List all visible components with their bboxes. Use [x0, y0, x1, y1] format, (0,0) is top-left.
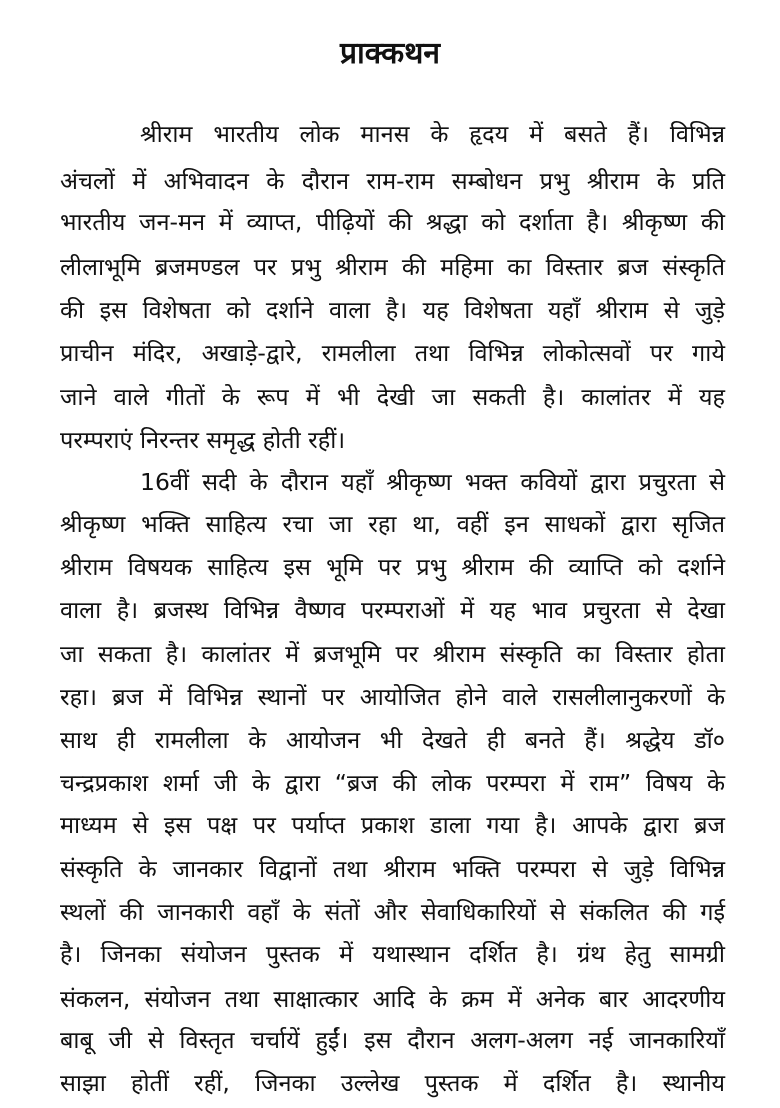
- page-title: प्राक्कथन: [339, 36, 441, 71]
- paragraph-1-line-3: भारतीय जन-मन में व्याप्त, पीढ़ियों की श्रद्धा को दर्शाता है। श्रीकृष्ण की: [60, 208, 725, 236]
- paragraph-2-line-12: है। जिनका संयोजन पुस्तक में यथास्थान दर्शित है। ग्रंथ हेतु सामग्री: [60, 940, 725, 968]
- paragraph-1-line-6: प्राचीन मंदिर, अखाड़े-द्वारे, रामलीला तथा विभिन्न लोकोत्सवों पर गाये: [60, 339, 725, 367]
- paragraph-2-line-11: स्थलों की जानकारी वहाँ के संतों और सेवाधिकारियों से संकलित की गई: [60, 898, 725, 926]
- paragraph-1-line-7: जाने वाले गीतों के रूप में भी देखी जा सकती है। कालांतर में यह: [60, 383, 725, 411]
- paragraph-1-line-8: परम्पराएं निरन्तर समृद्ध होती रहीं।: [60, 426, 346, 454]
- paragraph-2-line-9: माध्यम से इस पक्ष पर पर्याप्त प्रकाश डाला गया है। आपके द्वारा ब्रज: [60, 811, 725, 839]
- paragraph-2-line-3: श्रीराम विषयक साहित्य इस भूमि पर प्रभु श्रीराम की व्याप्ति को दर्शाने: [60, 553, 725, 581]
- paragraph-1-line-2: अंचलों में अभिवादन के दौरान राम-राम सम्बोधन प्रभु श्रीराम के प्रति: [60, 167, 725, 195]
- paragraph-2-line-5: जा सकता है। कालांतर में ब्रजभूमि पर श्रीराम संस्कृति का विस्तार होता: [60, 640, 725, 668]
- paragraph-2-line-1: 16वीं सदी के दौरान यहाँ श्रीकृष्ण भक्त कवियों द्वारा प्रचुरता से: [140, 468, 725, 496]
- paragraph-2-line-2: श्रीकृष्ण भक्ति साहित्य रचा जा रहा था, वहीं इन साधकों द्वारा सृजित: [60, 510, 725, 538]
- paragraph-2-line-14: बाबू जी से विस्तृत चर्चायें हुईं। इस दौरान अलग-अलग नई जानकारियाँ: [60, 1026, 725, 1054]
- paragraph-2-line-10: संस्कृति के जानकार विद्वानों तथा श्रीराम भक्ति परम्परा से जुड़े विभिन्न: [60, 855, 725, 883]
- paragraph-1-line-4: लीलाभूमि ब्रजमण्डल पर प्रभु श्रीराम की महिमा का विस्तार ब्रज संस्कृति: [60, 253, 725, 281]
- paragraph-1-line-1: श्रीराम भारतीय लोक मानस के हृदय में बसते हैं। विभिन्न: [140, 120, 725, 148]
- paragraph-2-line-4: वाला है। ब्रजस्थ विभिन्न वैष्णव परम्पराओं में यह भाव प्रचुरता से देखा: [60, 596, 725, 624]
- paragraph-2-line-8: चन्द्रप्रकाश शर्मा जी के द्वारा “ब्रज की लोक परम्परा में राम” विषय के: [60, 769, 725, 797]
- paragraph-2-line-13: संकलन, संयोजन तथा साक्षात्कार आदि के क्रम में अनेक बार आदरणीय: [60, 985, 725, 1013]
- paragraph-1-line-5: की इस विशेषता को दर्शाने वाला है। यह विशेषता यहाँ श्रीराम से जुड़े: [60, 296, 725, 324]
- paragraph-2-line-15: साझा होतीं रहीं, जिनका उल्लेख पुस्तक में दर्शित है। स्थानीय: [60, 1069, 725, 1097]
- paragraph-2-line-7: साथ ही रामलीला के आयोजन भी देखते ही बनते हैं। श्रद्धेय डॉ०: [60, 726, 725, 754]
- paragraph-2-line-6: रहा। ब्रज में विभिन्न स्थानों पर आयोजित होने वाले रासलीलानुकरणों के: [60, 683, 725, 711]
